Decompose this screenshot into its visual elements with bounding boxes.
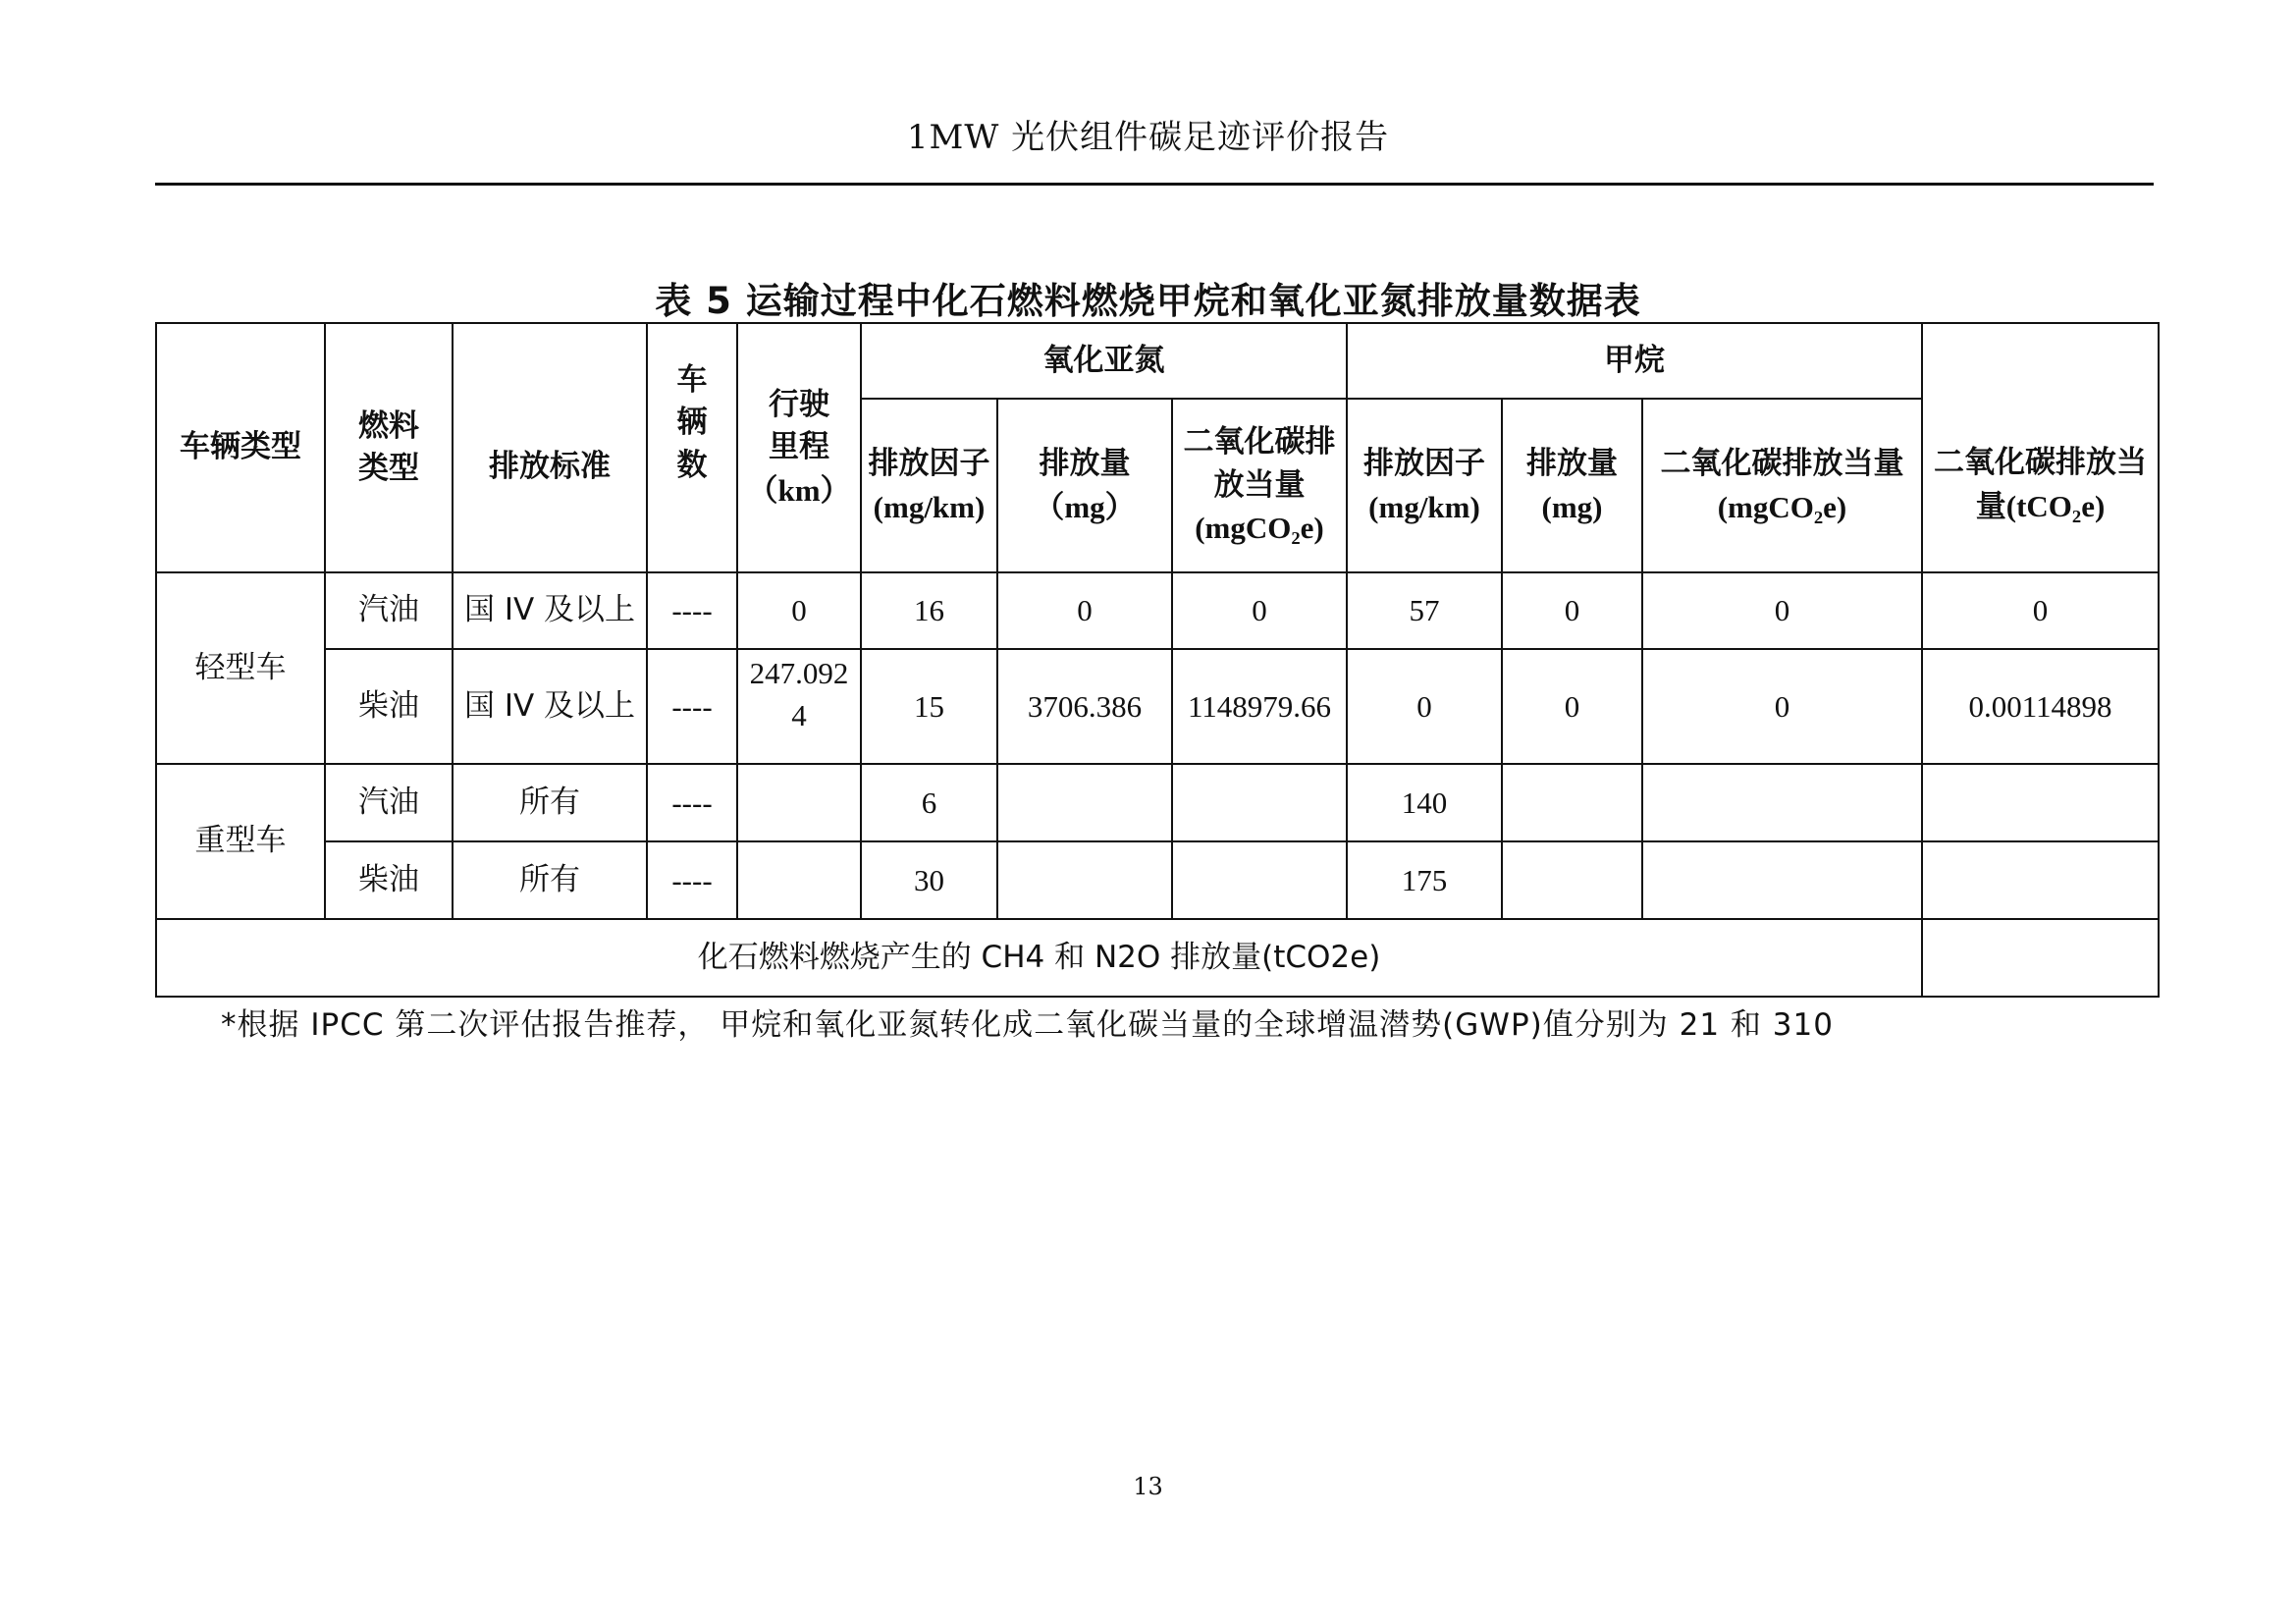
header-vehicle-count: 车 辆 数: [647, 323, 737, 572]
cell-total: 0: [1922, 572, 2159, 649]
cell-total: 0.00114898: [1922, 649, 2159, 764]
header-vehicle-type: 车辆类型: [156, 323, 325, 572]
header-total-co2e: 二氧化碳排放当 量(tCO₂e): [1922, 323, 2159, 572]
cell-total: [1922, 841, 2159, 919]
cell-fuel: 汽油: [325, 572, 453, 649]
header-n2o-group: 氧化亚氮: [861, 323, 1347, 399]
summary-row: [156, 919, 2159, 997]
cell-distance: [737, 764, 861, 841]
cell-fuel: 柴油: [325, 841, 453, 919]
cell-standard: 所有: [453, 764, 647, 841]
page-number: 13: [1133, 1473, 1163, 1500]
header-ch4-group: 甲烷: [1347, 323, 1922, 399]
cell-n2o-co2e: 1148979.66: [1172, 649, 1347, 764]
cell-n2o-em: [997, 764, 1172, 841]
cell-ch4-ef: 140: [1347, 764, 1502, 841]
cell-n2o-co2e: 0: [1172, 572, 1347, 649]
cell-ch4-em: 0: [1502, 572, 1642, 649]
cell-n2o-co2e: [1172, 764, 1347, 841]
group-light-vehicle: 轻型车: [156, 572, 325, 764]
table-row: [156, 649, 2159, 764]
cell-ch4-co2e: 0: [1642, 572, 1922, 649]
cell-ch4-co2e: [1642, 841, 1922, 919]
cell-fuel: 汽油: [325, 764, 453, 841]
header-n2o-emission: 排放量 （mg）: [997, 399, 1172, 572]
cell-ch4-ef: 0: [1347, 649, 1502, 764]
cell-ch4-em: [1502, 841, 1642, 919]
table-footnote: *根据 IPCC 第二次评估报告推荐， 甲烷和氧化亚氮转化成二氧化碳当量的全球增温潜势(GWP)值分别为 21 和 310: [221, 1007, 1834, 1043]
cell-n2o-em: 0: [997, 572, 1172, 649]
cell-n2o-ef: 30: [861, 841, 997, 919]
cell-ch4-co2e: 0: [1642, 649, 1922, 764]
cell-ch4-ef: 175: [1347, 841, 1502, 919]
cell-ch4-em: 0: [1502, 649, 1642, 764]
table-caption: 表 5 运输过程中化石燃料燃烧甲烷和氧化亚氮排放量数据表: [655, 280, 1641, 322]
header-fuel-type: 燃料 类型: [325, 323, 453, 572]
cell-n2o-em: 3706.386: [997, 649, 1172, 764]
cell-standard: 所有: [453, 841, 647, 919]
header-n2o-emission-factor: 排放因子 (mg/km): [861, 399, 997, 572]
cell-fuel: 柴油: [325, 649, 453, 764]
summary-value: [1922, 919, 2159, 997]
cell-distance: 247.092 4: [737, 649, 861, 764]
cell-count: ----: [647, 649, 737, 764]
cell-distance: [737, 841, 861, 919]
table-row: [156, 841, 2159, 919]
header-ch4-co2e: 二氧化碳排放当量 (mgCO₂e): [1642, 399, 1922, 572]
cell-n2o-ef: 6: [861, 764, 997, 841]
cell-total: [1922, 764, 2159, 841]
cell-ch4-em: [1502, 764, 1642, 841]
cell-n2o-co2e: [1172, 841, 1347, 919]
emissions-table: [155, 322, 2160, 998]
cell-standard: 国 IV 及以上: [453, 572, 647, 649]
header-divider: [155, 183, 2154, 186]
cell-count: ----: [647, 841, 737, 919]
header-n2o-co2e: 二氧化碳排 放当量 (mgCO₂e): [1172, 399, 1347, 572]
cell-distance: 0: [737, 572, 861, 649]
header-ch4-emission: 排放量 (mg): [1502, 399, 1642, 572]
header-emission-standard: 排放标准: [453, 323, 647, 572]
group-heavy-vehicle: 重型车: [156, 764, 325, 919]
cell-ch4-co2e: [1642, 764, 1922, 841]
header-ch4-emission-factor: 排放因子 (mg/km): [1347, 399, 1502, 572]
summary-label: 化石燃料燃烧产生的 CH4 和 N2O 排放量(tCO2e): [156, 919, 1922, 997]
cell-n2o-ef: 15: [861, 649, 997, 764]
cell-ch4-ef: 57: [1347, 572, 1502, 649]
cell-count: ----: [647, 764, 737, 841]
cell-n2o-em: [997, 841, 1172, 919]
page-header-title: 1MW 光伏组件碳足迹评价报告: [906, 118, 1390, 157]
table-row: [156, 572, 2159, 649]
cell-standard: 国 IV 及以上: [453, 649, 647, 764]
table-row: [156, 764, 2159, 841]
cell-n2o-ef: 16: [861, 572, 997, 649]
header-distance: 行驶 里程 （km）: [737, 323, 861, 572]
cell-count: ----: [647, 572, 737, 649]
